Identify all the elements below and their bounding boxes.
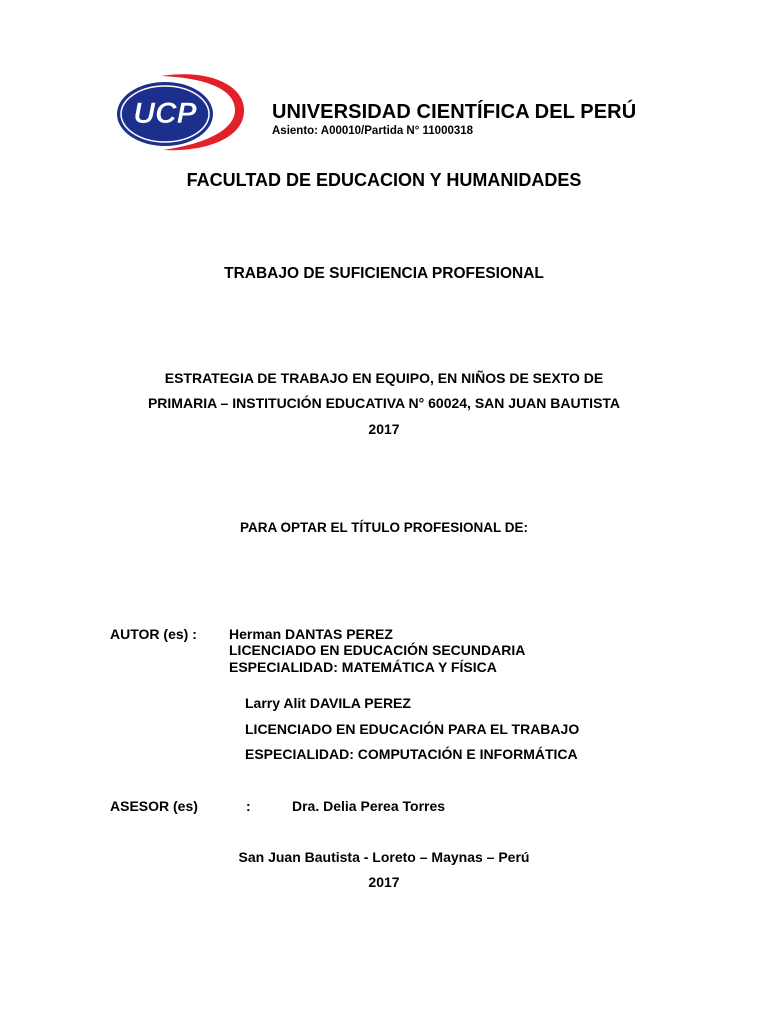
advisor-name: Dra. Delia Perea Torres	[292, 798, 446, 814]
thesis-title-line3: 2017	[368, 421, 400, 437]
author2-name: Larry Alit DAVILA PEREZ	[245, 695, 411, 711]
place-text: San Juan Bautista - Loreto – Maynas – Perú	[238, 849, 530, 865]
thesis-title-line2: PRIMARIA – INSTITUCIÓN EDUCATIVA N° 60024, SAN JUAN BAUTISTA	[147, 395, 621, 411]
author1-name: Herman DANTAS PEREZ	[229, 626, 393, 642]
logo-text: UCP	[133, 97, 197, 130]
university-logo	[113, 70, 247, 152]
degree-label: PARA OPTAR EL TÍTULO PROFESIONAL DE:	[239, 520, 528, 535]
author1-specialty: ESPECIALIDAD: MATEMÁTICA Y FÍSICA	[229, 659, 497, 675]
author2-specialty: ESPECIALIDAD: COMPUTACIÓN E INFORMÁTICA	[245, 746, 578, 762]
author2-degree: LICENCIADO EN EDUCACIÓN PARA EL TRABAJO	[245, 721, 580, 737]
ucp-logo-icon	[113, 70, 247, 152]
registration-text: Asiento: A00010/Partida N° 11000318	[272, 125, 474, 137]
author-label: AUTOR (es) :	[110, 626, 197, 642]
university-name: UNIVERSIDAD CIENTÍFICA DEL PERÚ	[272, 101, 637, 123]
advisor-colon: :	[246, 798, 251, 814]
faculty-title: FACULTAD DE EDUCACION Y HUMANIDADES	[186, 170, 582, 190]
author1-degree: LICENCIADO EN EDUCACIÓN SECUNDARIA	[229, 642, 526, 658]
advisor-label: ASESOR (es)	[110, 798, 198, 814]
work-type: TRABAJO DE SUFICIENCIA PROFESIONAL	[224, 265, 544, 282]
thesis-title-line1: ESTRATEGIA DE TRABAJO EN EQUIPO, EN NIÑOS DE SEXTO DE	[164, 370, 604, 386]
year-text: 2017	[368, 874, 400, 890]
